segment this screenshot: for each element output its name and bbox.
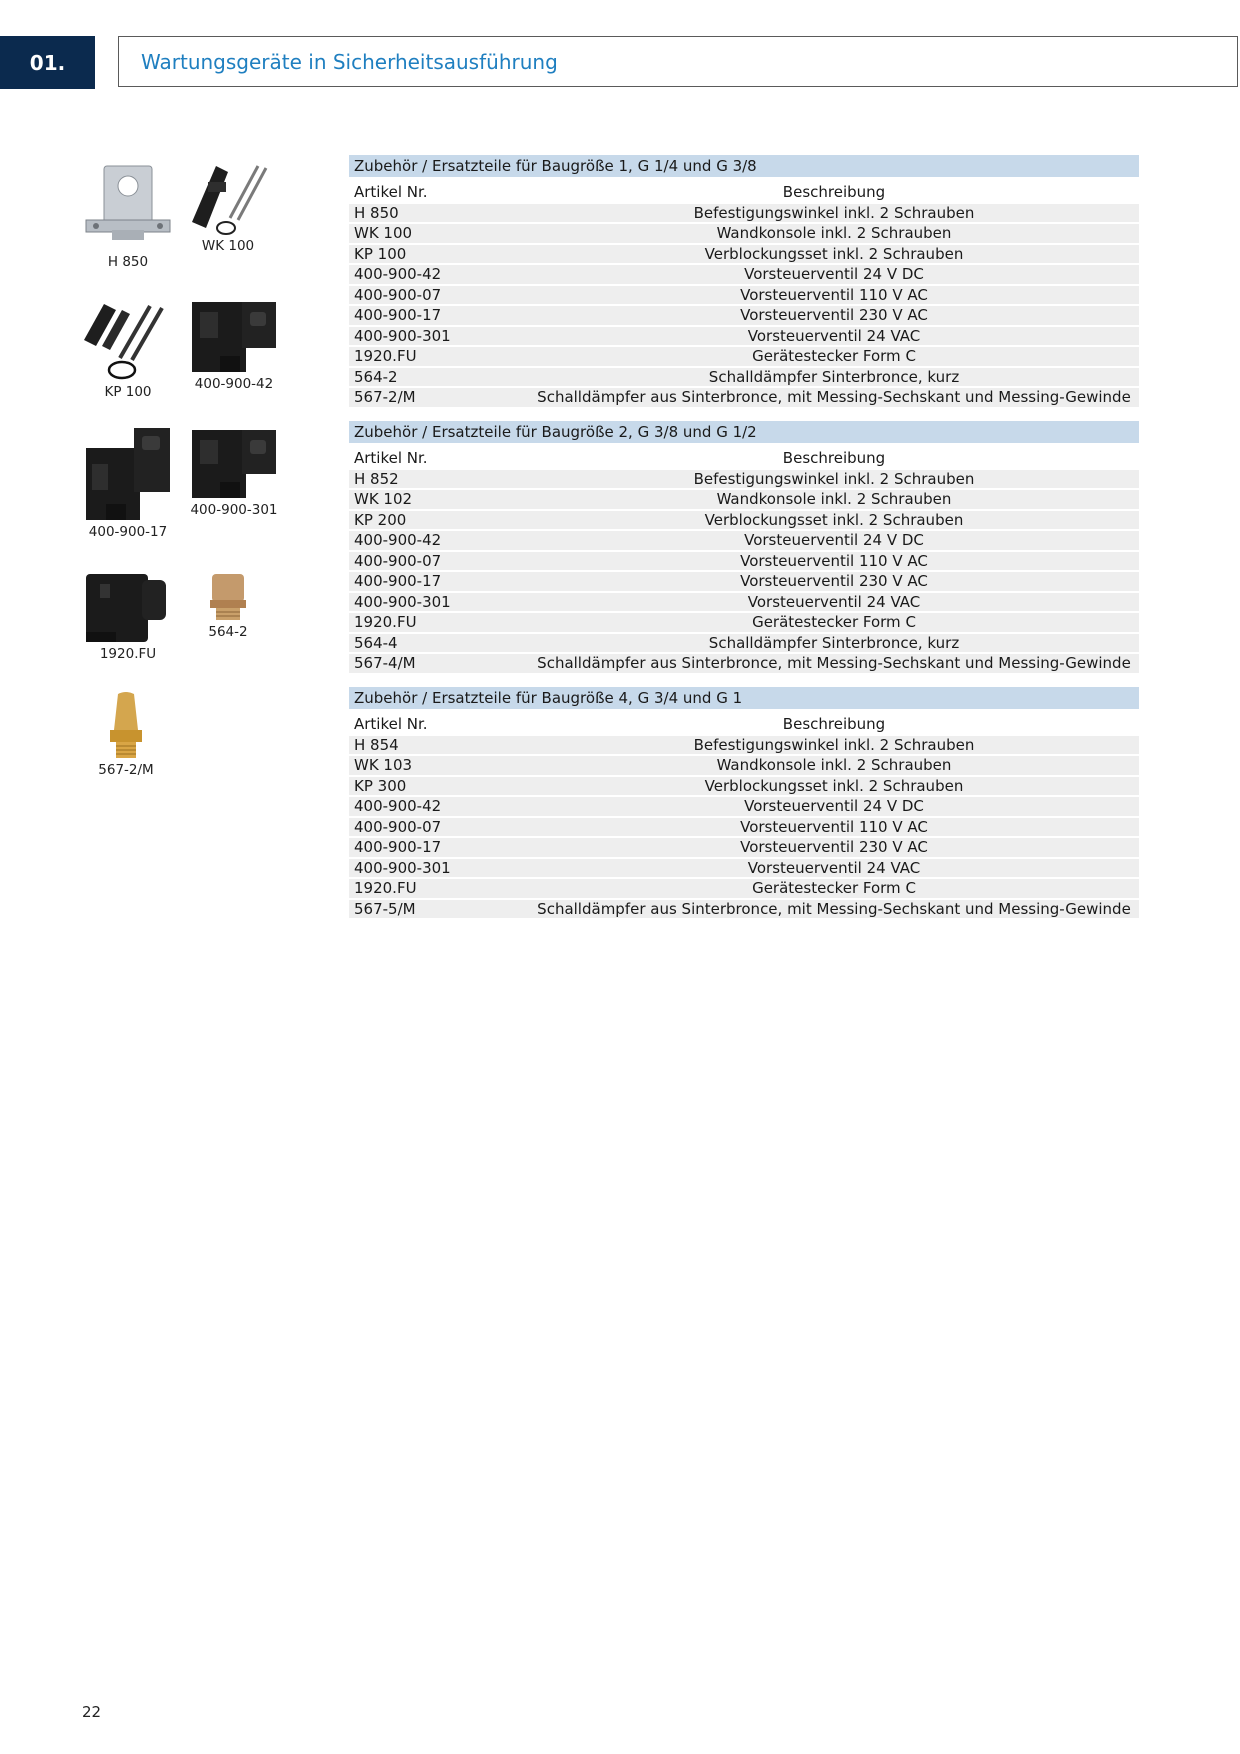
page-title-text: Wartungsgeräte in Sicherheitsausführung <box>141 49 558 74</box>
chapter-number: 01. <box>0 36 95 89</box>
description-cell: Schalldämpfer aus Sinterbronce, mit Messing-Sechskant und Messing-Gewinde <box>529 388 1139 407</box>
description-cell: Vorsteuerventil 24 V DC <box>529 797 1139 816</box>
article-number-cell: 400-900-17 <box>349 838 529 857</box>
product-wk100 <box>180 158 276 254</box>
article-number-cell: 400-900-17 <box>349 306 529 325</box>
description-cell: Wandkonsole inkl. 2 Schrauben <box>529 490 1139 509</box>
table-header-row <box>349 715 1139 734</box>
column-header-article: Artikel Nr. <box>354 715 428 734</box>
article-number-cell: 400-900-42 <box>349 797 529 816</box>
article-number-cell: H 852 <box>349 470 529 489</box>
article-number-cell: 400-900-301 <box>349 327 529 346</box>
table-title: Zubehör / Ersatzteile für Baugröße 1, G 1/4 und G 3/8 <box>349 155 1139 177</box>
description-cell: Befestigungswinkel inkl. 2 Schrauben <box>529 470 1139 489</box>
description-cell: Schalldämpfer Sinterbronce, kurz <box>529 634 1139 653</box>
description-cell: Vorsteuerventil 110 V AC <box>529 818 1139 837</box>
table-row <box>349 490 1139 509</box>
description-cell: Vorsteuerventil 110 V AC <box>529 286 1139 305</box>
article-number-cell: 1920.FU <box>349 879 529 898</box>
table-row <box>349 470 1139 489</box>
product-caption: 400-900-17 <box>88 524 168 540</box>
article-number-cell: KP 300 <box>349 777 529 796</box>
table-row <box>349 531 1139 550</box>
article-number-cell: 400-900-07 <box>349 818 529 837</box>
table-row <box>349 838 1139 857</box>
table-row <box>349 306 1139 325</box>
column-header-description: Beschreibung <box>782 715 886 734</box>
description-cell: Verblockungsset inkl. 2 Schrauben <box>529 777 1139 796</box>
table-row <box>349 224 1139 243</box>
product-caption: 400-900-301 <box>190 502 278 518</box>
device-plug-image <box>82 570 174 644</box>
table-header-row <box>349 449 1139 468</box>
table-row <box>349 327 1139 346</box>
accessory-table-size-2 <box>349 421 1139 675</box>
description-cell: Befestigungswinkel inkl. 2 Schrauben <box>529 736 1139 755</box>
parts-table <box>349 447 1139 675</box>
article-number-cell: 567-5/M <box>349 900 529 919</box>
article-number-cell: 400-900-17 <box>349 572 529 591</box>
product-h850 <box>80 160 176 270</box>
description-cell: Vorsteuerventil 110 V AC <box>529 552 1139 571</box>
article-number-cell: 400-900-42 <box>349 531 529 550</box>
description-cell: Verblockungsset inkl. 2 Schrauben <box>529 245 1139 264</box>
description-cell: Schalldämpfer aus Sinterbronce, mit Messing-Sechskant und Messing-Gewinde <box>529 654 1139 673</box>
column-header-description: Beschreibung <box>782 183 886 202</box>
table-row <box>349 879 1139 898</box>
table-row <box>349 900 1139 919</box>
product-caption: KP 100 <box>104 384 152 400</box>
description-cell: Vorsteuerventil 24 V DC <box>529 531 1139 550</box>
table-row <box>349 777 1139 796</box>
description-cell: Gerätestecker Form C <box>529 879 1139 898</box>
column-header-article: Artikel Nr. <box>354 183 428 202</box>
description-cell: Vorsteuerventil 230 V AC <box>529 838 1139 857</box>
description-cell: Wandkonsole inkl. 2 Schrauben <box>529 224 1139 243</box>
column-header-article: Artikel Nr. <box>354 449 428 468</box>
article-number-cell: H 850 <box>349 204 529 223</box>
product-caption: 564-2 <box>208 624 248 640</box>
product-caption: 1920.FU <box>99 646 157 662</box>
product-kp100 <box>80 300 176 400</box>
table-row <box>349 797 1139 816</box>
description-cell: Schalldämpfer aus Sinterbronce, mit Messing-Sechskant und Messing-Gewinde <box>529 900 1139 919</box>
table-row <box>349 572 1139 591</box>
table-row <box>349 265 1139 284</box>
article-number-cell: 567-2/M <box>349 388 529 407</box>
silencer-image <box>104 690 148 760</box>
product-caption: H 850 <box>107 254 149 270</box>
table-row <box>349 613 1139 632</box>
article-number-cell: WK 102 <box>349 490 529 509</box>
table-header-row <box>349 183 1139 202</box>
article-number-cell: 400-900-07 <box>349 552 529 571</box>
description-cell: Vorsteuerventil 230 V AC <box>529 572 1139 591</box>
product-400-900-17 <box>80 424 176 540</box>
article-number-cell: 564-4 <box>349 634 529 653</box>
product-564-2 <box>188 572 268 640</box>
article-number-cell: WK 103 <box>349 756 529 775</box>
wall-bracket-image <box>182 158 274 236</box>
product-1920fu <box>80 570 176 662</box>
description-cell: Vorsteuerventil 24 VAC <box>529 327 1139 346</box>
parts-table <box>349 713 1139 920</box>
article-number-cell: 1920.FU <box>349 613 529 632</box>
table-row <box>349 286 1139 305</box>
accessory-table-size-4 <box>349 687 1139 920</box>
article-number-cell: 400-900-07 <box>349 286 529 305</box>
description-cell: Wandkonsole inkl. 2 Schrauben <box>529 756 1139 775</box>
article-number-cell: H 854 <box>349 736 529 755</box>
pilot-valve-image <box>188 426 280 500</box>
product-400-900-42 <box>186 298 282 392</box>
product-567-2m <box>86 690 166 778</box>
locking-set-image <box>80 300 176 382</box>
table-row <box>349 736 1139 755</box>
product-caption: WK 100 <box>201 238 255 254</box>
table-row <box>349 388 1139 407</box>
table-row <box>349 756 1139 775</box>
description-cell: Vorsteuerventil 24 VAC <box>529 593 1139 612</box>
table-row <box>349 593 1139 612</box>
pilot-valve-image <box>188 298 280 374</box>
article-number-cell: KP 100 <box>349 245 529 264</box>
product-caption: 400-900-42 <box>194 376 274 392</box>
pilot-valve-image <box>82 424 174 522</box>
table-row <box>349 552 1139 571</box>
table-row <box>349 245 1139 264</box>
description-cell: Vorsteuerventil 230 V AC <box>529 306 1139 325</box>
table-title: Zubehör / Ersatzteile für Baugröße 2, G 3/8 und G 1/2 <box>349 421 1139 443</box>
table-row <box>349 204 1139 223</box>
article-number-cell: 400-900-301 <box>349 593 529 612</box>
article-number-cell: 567-4/M <box>349 654 529 673</box>
description-cell: Gerätestecker Form C <box>529 613 1139 632</box>
table-row <box>349 654 1139 673</box>
accessory-table-size-1 <box>349 155 1139 409</box>
article-number-cell: 400-900-301 <box>349 859 529 878</box>
table-title: Zubehör / Ersatzteile für Baugröße 4, G 3/4 und G 1 <box>349 687 1139 709</box>
table-row <box>349 634 1139 653</box>
article-number-cell: KP 200 <box>349 511 529 530</box>
description-cell: Befestigungswinkel inkl. 2 Schrauben <box>529 204 1139 223</box>
table-row <box>349 368 1139 387</box>
product-400-900-301 <box>186 426 282 518</box>
article-number-cell: 564-2 <box>349 368 529 387</box>
description-cell: Vorsteuerventil 24 VAC <box>529 859 1139 878</box>
mounting-bracket-image <box>82 160 174 252</box>
silencer-image <box>206 572 250 622</box>
table-row <box>349 347 1139 366</box>
table-row <box>349 859 1139 878</box>
table-row <box>349 818 1139 837</box>
parts-table <box>349 181 1139 409</box>
description-cell: Vorsteuerventil 24 V DC <box>529 265 1139 284</box>
description-cell: Gerätestecker Form C <box>529 347 1139 366</box>
table-row <box>349 511 1139 530</box>
description-cell: Verblockungsset inkl. 2 Schrauben <box>529 511 1139 530</box>
column-header-description: Beschreibung <box>782 449 886 468</box>
article-number-cell: 1920.FU <box>349 347 529 366</box>
page-number: 22 <box>82 1703 102 1721</box>
page-title <box>118 36 1238 87</box>
article-number-cell: WK 100 <box>349 224 529 243</box>
product-caption: 567-2/M <box>98 762 154 778</box>
article-number-cell: 400-900-42 <box>349 265 529 284</box>
description-cell: Schalldämpfer Sinterbronce, kurz <box>529 368 1139 387</box>
